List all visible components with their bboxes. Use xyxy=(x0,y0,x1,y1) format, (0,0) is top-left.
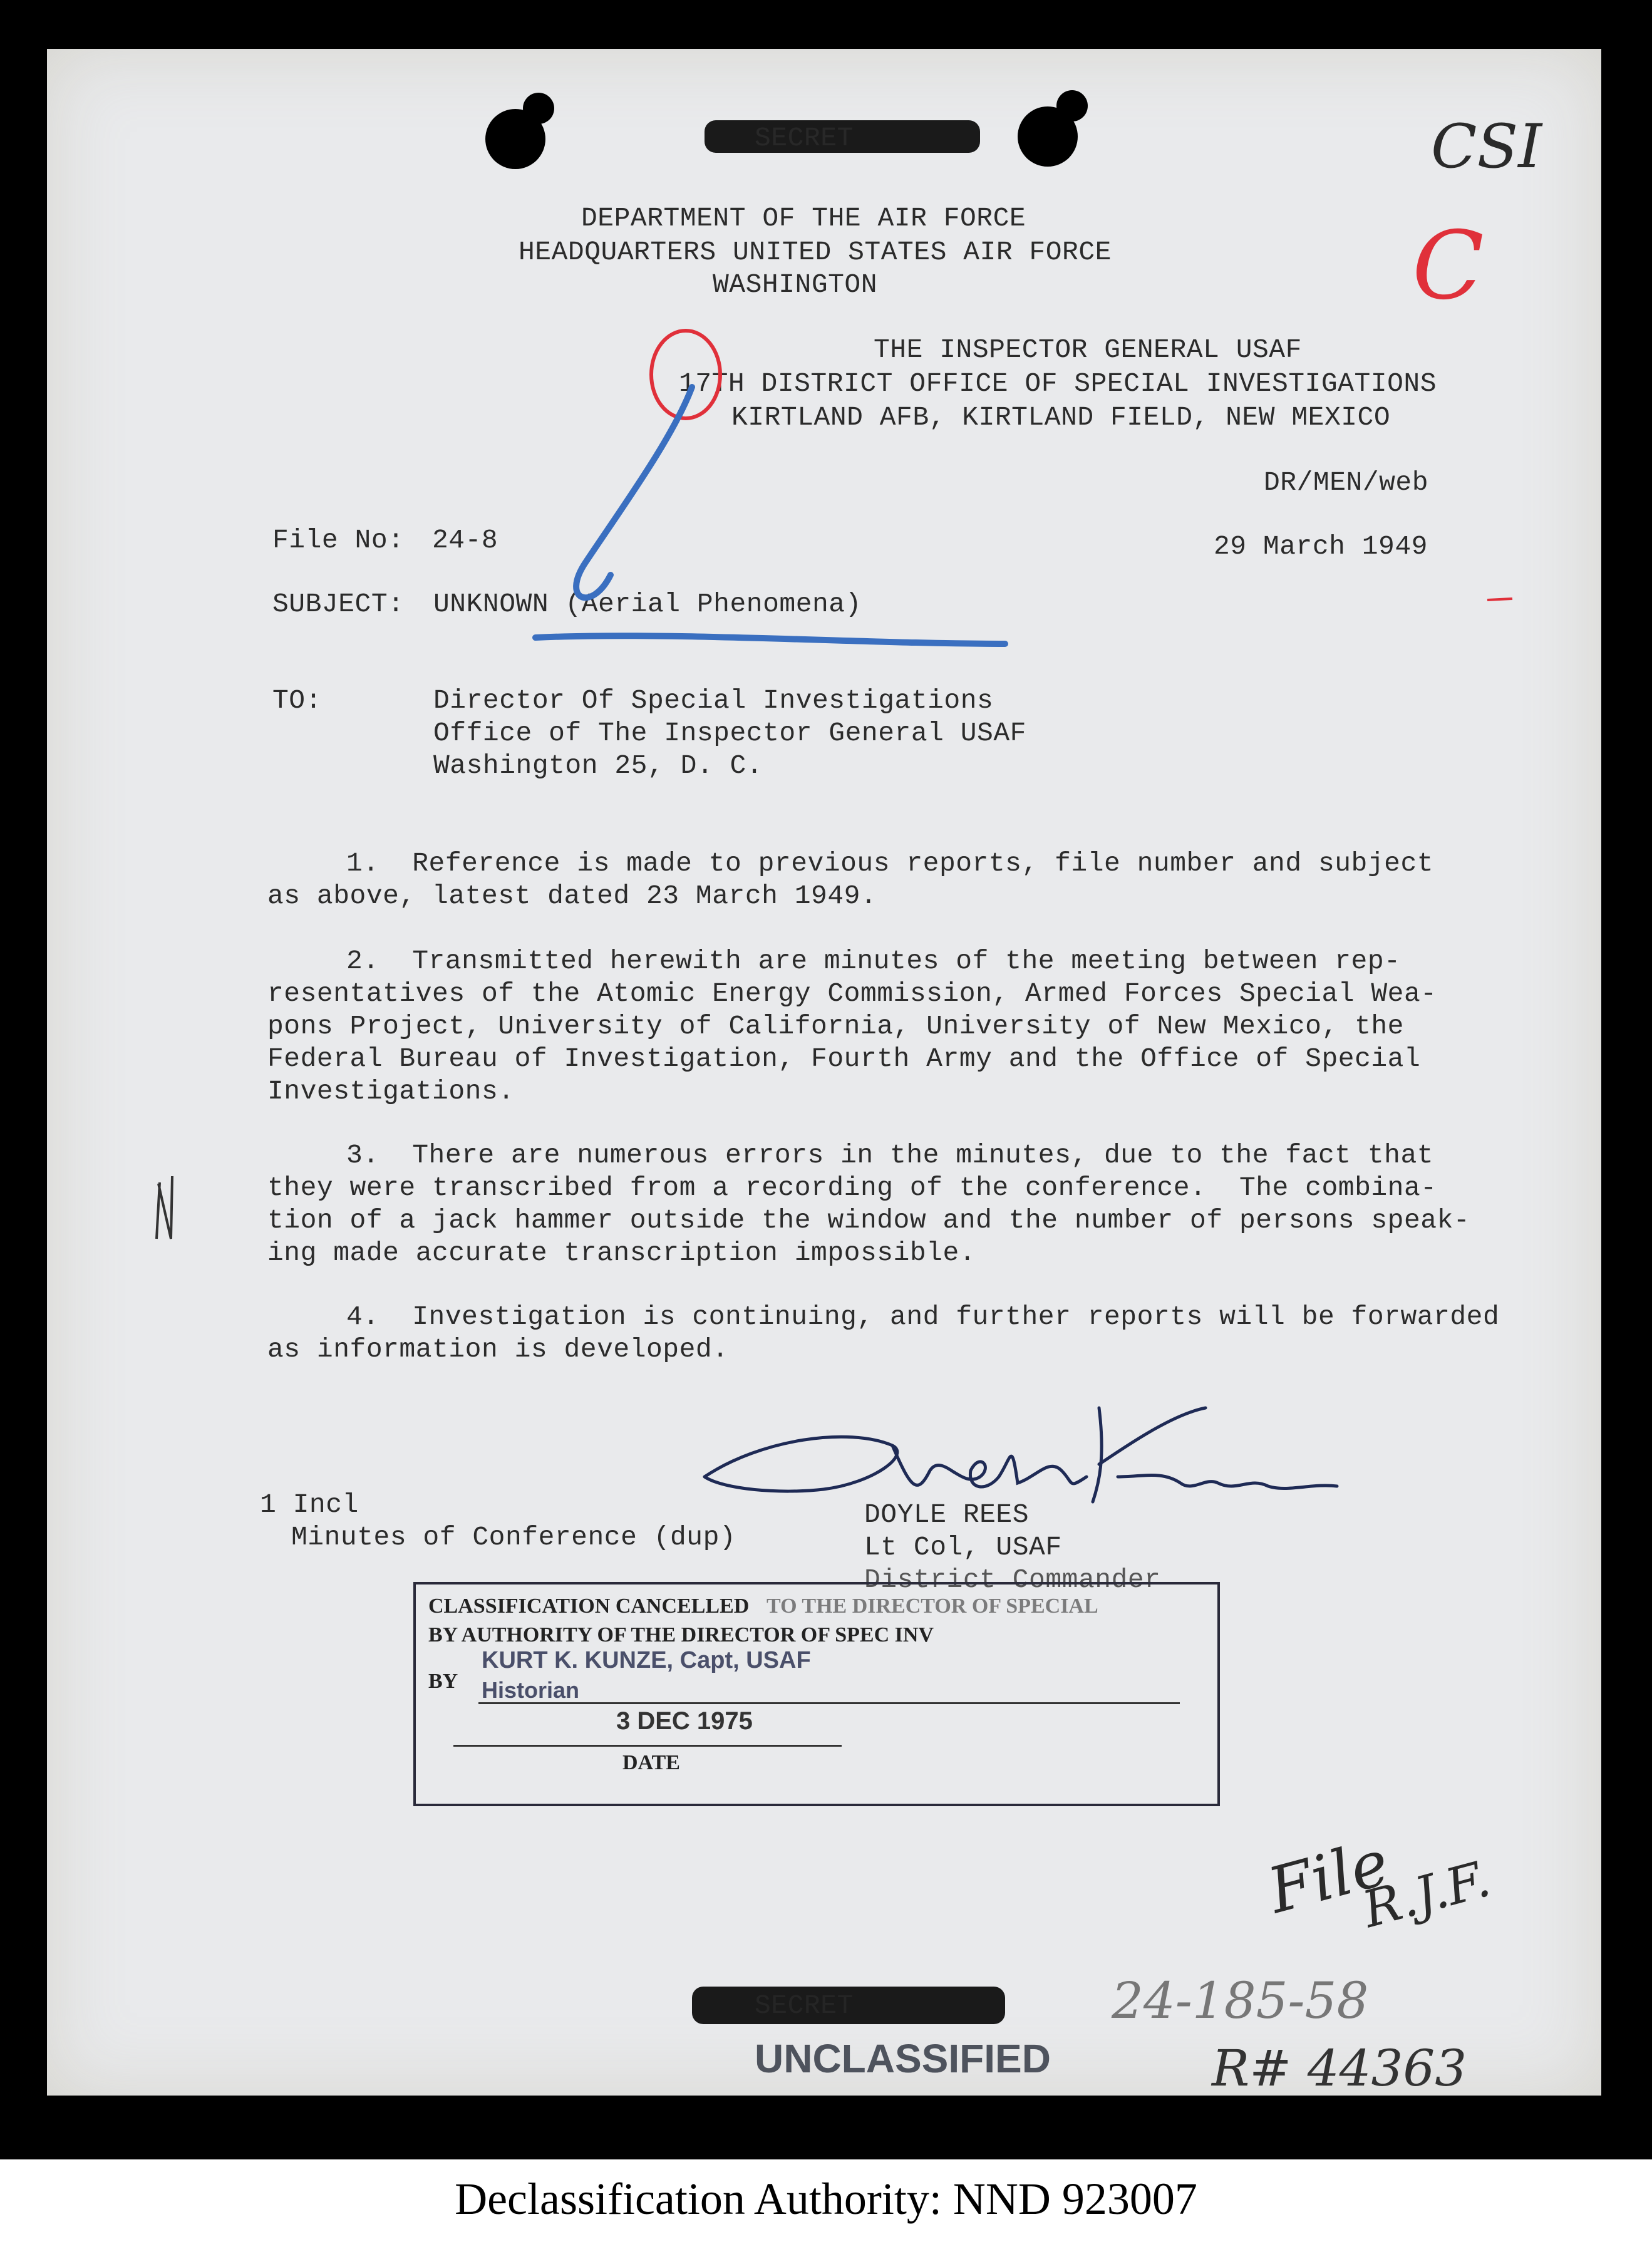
stamp-officer: KURT K. KUNZE, Capt, USAF xyxy=(482,1647,811,1673)
paragraph-2-line-3: pons Project, University of California, University of New Mexico, the xyxy=(267,1011,1404,1042)
declassification-authority: Declassification Authority: NND 923007 xyxy=(455,2174,1197,2224)
handwritten-corner-note: CSI xyxy=(1431,111,1542,182)
paragraph-3-line-2: they were transcribed from a recording of the conference. The combina- xyxy=(267,1172,1437,1203)
dept-line-1: DEPARTMENT OF THE AIR FORCE xyxy=(581,203,1026,234)
paragraph-1-line-1: 1. Reference is made to previous reports, file number and subject xyxy=(346,848,1434,879)
pencil-marks xyxy=(47,49,1601,2096)
classification-bottom-redacted: SECRET xyxy=(755,1990,854,2021)
to-line-2: Office of The Inspector General USAF xyxy=(433,718,1026,748)
initials: DR/MEN/web xyxy=(1264,467,1429,498)
to-label: TO: xyxy=(272,685,322,716)
signer-rank: Lt Col, USAF xyxy=(864,1532,1062,1563)
stamp-line-1: CLASSIFICATION CANCELLED xyxy=(428,1595,750,1618)
dept-line-3: WASHINGTON xyxy=(713,269,878,300)
stamp-line-2: BY AUTHORITY OF THE DIRECTOR OF SPEC INV xyxy=(428,1623,934,1646)
subject-text: UNKNOWN (Aerial Phenomena) xyxy=(433,589,862,619)
handwritten-record-number: R# 44363 xyxy=(1212,2039,1467,2097)
stamp-date-value: 3 DEC 1975 xyxy=(616,1707,753,1735)
paragraph-3-line-1: 3. There are numerous errors in the minutes, due to the fact that xyxy=(346,1140,1434,1171)
to-line-1: Director Of Special Investigations xyxy=(433,685,994,716)
stamp-officer-title: Historian xyxy=(482,1677,580,1703)
office-line-1: THE INSPECTOR GENERAL USAF xyxy=(874,334,1302,365)
handwritten-reference-number: 24-185-58 xyxy=(1112,1972,1369,2030)
signer-name: DOYLE REES xyxy=(864,1499,1030,1530)
signer-title: District Commander xyxy=(864,1564,1161,1595)
paragraph-1-line-2: as above, latest dated 23 March 1949. xyxy=(267,881,877,911)
handwritten-initials: R.J.F. xyxy=(1356,1849,1496,1940)
paragraph-2-line-2: resentatives of the Atomic Energy Commission, Armed Forces Special Wea- xyxy=(267,978,1437,1009)
document-page xyxy=(47,49,1601,2096)
unclassified-stamp: UNCLASSIFIED xyxy=(755,2036,1051,2081)
office-line-2: 17TH DISTRICT OFFICE OF SPECIAL INVESTIGATIONS xyxy=(679,368,1437,399)
paragraph-3-line-3: tion of a jack hammer outside the window and the number of persons speak- xyxy=(267,1205,1470,1236)
file-number: 24-8 xyxy=(432,525,498,556)
stamp-line-1b: TO THE DIRECTOR OF SPECIAL xyxy=(767,1595,1098,1618)
paragraph-2-line-4: Federal Bureau of Investigation, Fourth Army and the Office of Special xyxy=(267,1043,1421,1074)
paragraph-2-line-1: 2. Transmitted herewith are minutes of the meeting between rep- xyxy=(346,946,1401,976)
subject-label: SUBJECT: xyxy=(272,589,405,619)
document-date: 29 March 1949 xyxy=(1214,531,1428,562)
handwritten-red-mark: C xyxy=(1412,212,1484,321)
paragraph-3-line-4: ing made accurate transcription impossible. xyxy=(267,1238,976,1268)
dept-line-2: HEADQUARTERS UNITED STATES AIR FORCE xyxy=(519,237,1112,267)
to-line-3: Washington 25, D. C. xyxy=(433,750,763,781)
handwritten-file-note: File xyxy=(1261,1826,1396,1928)
paragraph-4-line-2: as information is developed. xyxy=(267,1334,729,1365)
classification-top: SECRET xyxy=(755,123,854,153)
file-label: File No: xyxy=(272,525,405,556)
enclosure-line-1: 1 Incl xyxy=(260,1489,359,1520)
enclosure-line-2: Minutes of Conference (dup) xyxy=(291,1522,736,1553)
paragraph-2-line-5: Investigations. xyxy=(267,1076,515,1107)
paragraph-4-line-1: 4. Investigation is continuing, and further reports will be forwarded xyxy=(346,1301,1500,1332)
stamp-by-label: BY xyxy=(428,1670,458,1693)
office-line-3: KIRTLAND AFB, KIRTLAND FIELD, NEW MEXICO xyxy=(731,402,1391,433)
stamp-date-label: DATE xyxy=(622,1751,680,1774)
